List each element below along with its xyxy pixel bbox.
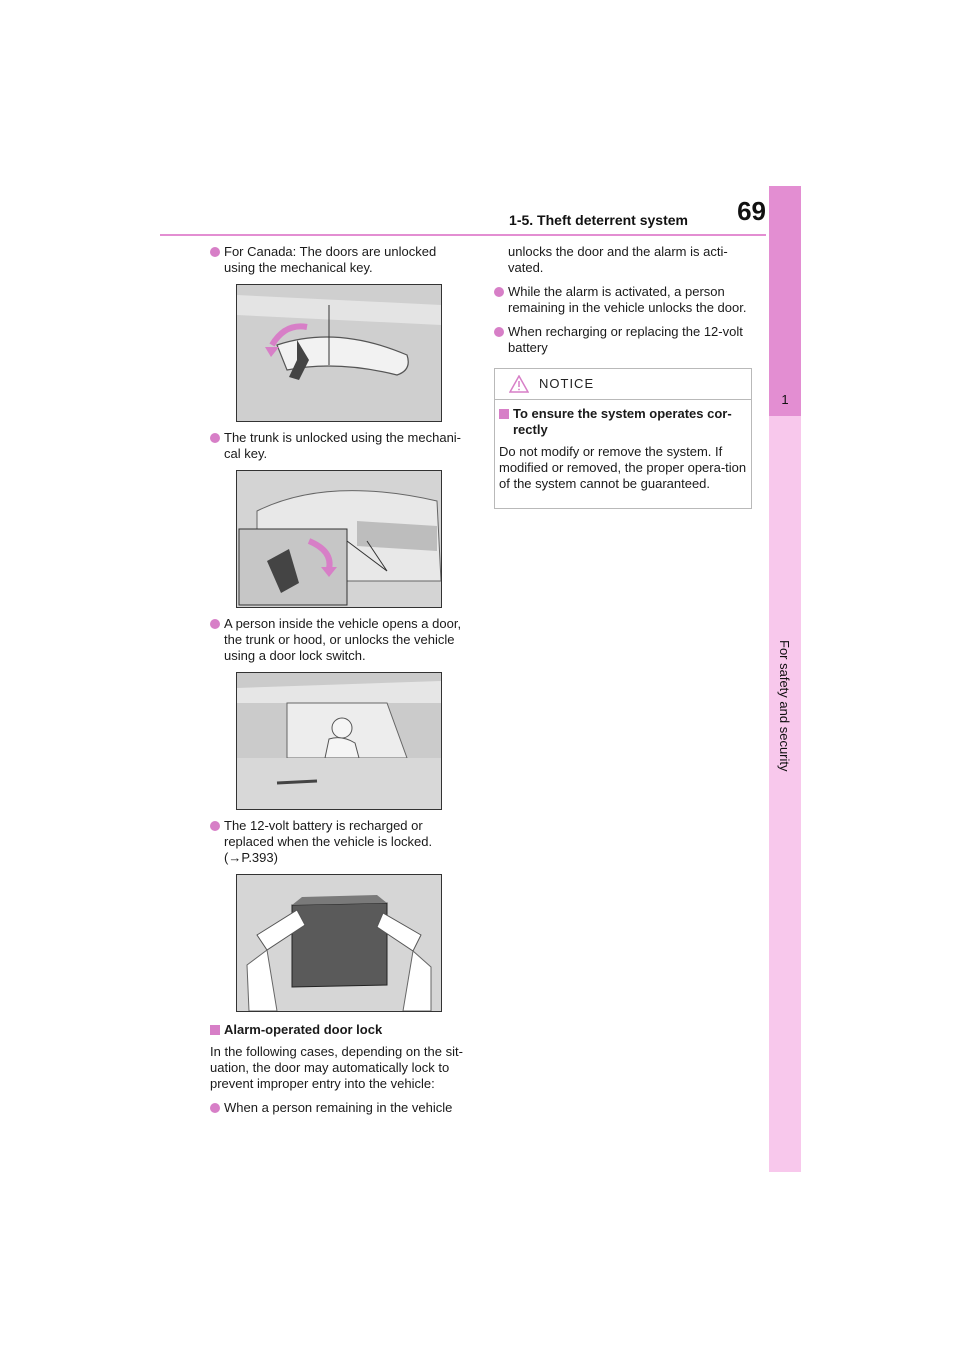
bullet-text: For Canada: The doors are unlocked using the mechanical key. xyxy=(224,244,437,275)
bullet-dot-icon xyxy=(210,247,220,257)
chapter-number-block xyxy=(769,186,801,416)
notice-text: Do not modify or remove the system. If modified or removed, the proper opera-tion of the system cannot be guaranteed. xyxy=(499,444,747,491)
bullet-item xyxy=(210,1100,470,1116)
warning-triangle-icon xyxy=(509,375,529,398)
continued-text: unlocks the door and the alarm is acti-vated. xyxy=(508,244,728,275)
notice-body xyxy=(495,400,751,508)
bullet-text: When a person remaining in the vehicle xyxy=(224,1100,453,1115)
notice-box xyxy=(494,368,752,509)
bullet-text: When recharging or replacing the 12-volt battery xyxy=(508,324,743,355)
section-title: 1-5. Theft deterrent system xyxy=(509,212,688,228)
trunk-key-illustration xyxy=(236,470,442,608)
subheading xyxy=(210,1022,470,1038)
bullet-dot-icon xyxy=(210,821,220,831)
bullet-item xyxy=(494,324,756,356)
door-handle-key-illustration xyxy=(236,284,442,422)
bullet-dot-icon xyxy=(210,433,220,443)
bullet-dot-icon xyxy=(494,287,504,297)
bullet-dot-icon xyxy=(494,327,504,337)
square-bullet-icon xyxy=(499,409,509,419)
bullet-text: The 12-volt battery is recharged or replaced when the vehicle is locked. (→P.393) xyxy=(224,818,433,865)
chapter-number: 1 xyxy=(781,392,789,407)
chapter-side-tab xyxy=(769,186,801,1172)
square-bullet-icon xyxy=(210,1025,220,1035)
page-number: 69 xyxy=(737,196,766,226)
notice-title: NOTICE xyxy=(539,376,595,391)
bullet-text: The trunk is unlocked using the mechani-cal key. xyxy=(224,430,462,461)
bullet-item xyxy=(210,616,470,664)
paragraph: In the following cases, depending on the sit-uation, the door may automatically lock to prevent improper entry into the vehicle: xyxy=(210,1044,463,1091)
right-column xyxy=(494,244,756,509)
notice-subheading-text: To ensure the system operates cor-rectly xyxy=(513,406,732,437)
page-header xyxy=(160,196,766,236)
notice-subheading xyxy=(499,406,747,438)
bullet-text: While the alarm is activated, a person remaining in the vehicle unlocks the door. xyxy=(508,284,747,315)
bullet-dot-icon xyxy=(210,1103,220,1113)
bullet-item xyxy=(210,430,470,462)
bullet-item xyxy=(494,284,756,316)
person-in-vehicle-illustration xyxy=(236,672,442,810)
bullet-dot-icon xyxy=(210,619,220,629)
left-column xyxy=(210,244,470,1124)
bullet-item xyxy=(210,818,470,866)
notice-header xyxy=(495,369,751,400)
battery-replacement-illustration xyxy=(236,874,442,1012)
bullet-text: A person inside the vehicle opens a door, the trunk or hood, or unlocks the vehicle using a door lock switch. xyxy=(224,616,462,663)
subheading-text: Alarm-operated door lock xyxy=(224,1022,383,1037)
bullet-item xyxy=(210,244,470,276)
chapter-label: For safety and security xyxy=(777,640,792,772)
